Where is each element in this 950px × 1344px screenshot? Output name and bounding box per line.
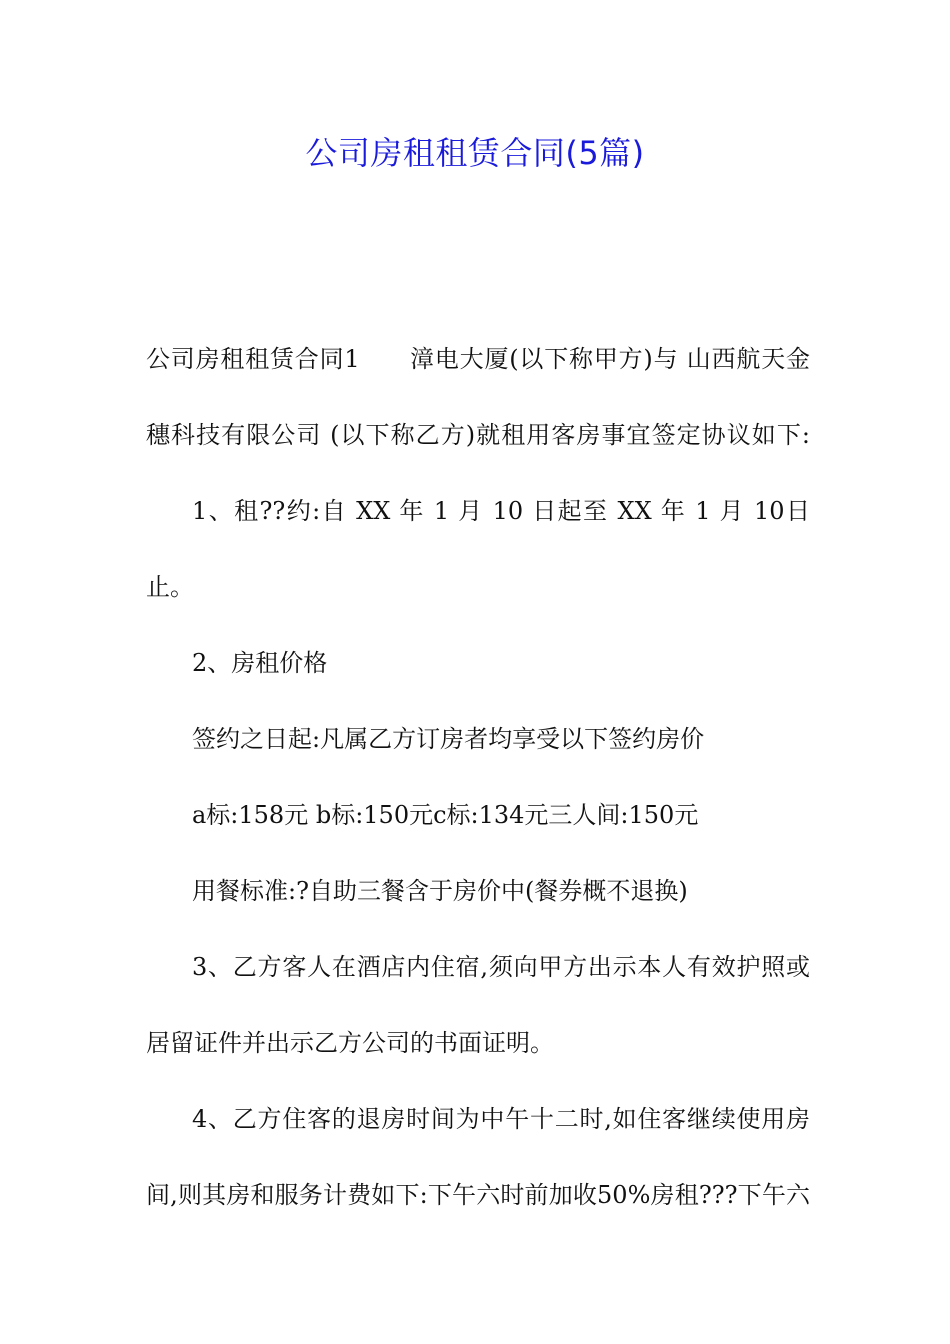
paragraph-line-6: 签约之日起:凡属乙方订房者均享受以下签约房价	[192, 725, 705, 753]
paragraph-line-7: a标:158元 b标:150元c标:134元三人间:150元	[192, 801, 699, 829]
paragraph-line-11: 4、乙方住客的退房时间为中午十二时,如住客继续使用房	[192, 1105, 810, 1133]
paragraph-line-4: 止。	[146, 573, 194, 601]
paragraph-line-8: 用餐标准:?自助三餐含于房价中(餐券概不退换)	[192, 877, 688, 905]
paragraph-line-10: 居留证件并出示乙方公司的书面证明。	[146, 1029, 554, 1057]
paragraph-line-1: 公司房租租赁合同1 漳电大厦(以下称甲方)与 山西航天金	[146, 345, 810, 373]
paragraph-line-3: 1、租??约:自 XX 年 1 月 10 日起至 XX 年 1 月 10日	[192, 497, 810, 525]
paragraph-line-12: 间,则其房和服务计费如下:下午六时前加收50%房租???下午六	[146, 1181, 810, 1209]
paragraph-line-9: 3、乙方客人在酒店内住宿,须向甲方出示本人有效护照或	[192, 953, 810, 981]
paragraph-line-5: 2、房租价格	[192, 649, 328, 677]
paragraph-line-2: 穗科技有限公司 (以下称乙方)就租用客房事宜签定协议如下:	[146, 421, 810, 449]
document-title: 公司房租租赁合同(5篇)	[305, 134, 645, 172]
